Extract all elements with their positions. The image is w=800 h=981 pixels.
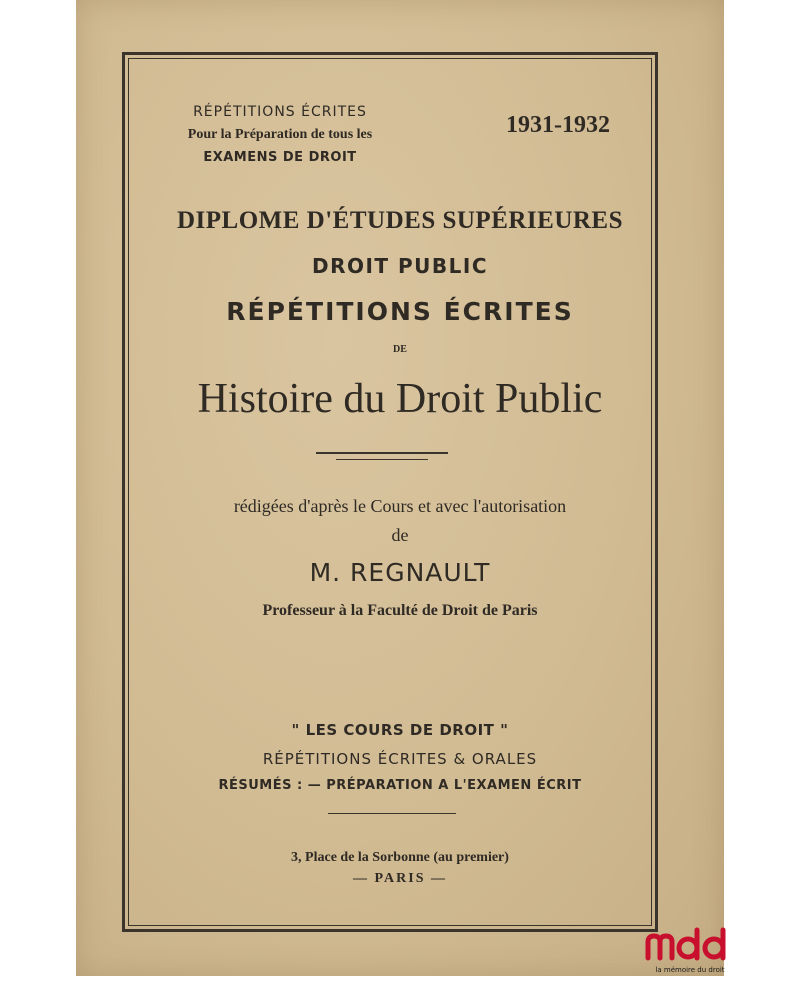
address-city: — PARIS — [353,871,447,886]
book-title: Histoire du Droit Public [197,376,603,422]
ornament-rule-top [316,452,448,454]
diploma-heading: DIPLOME D'ÉTUDES SUPÉRIEURES [176,207,624,234]
ornament-rule-bottom [336,459,428,460]
header-line-3: EXAMENS DE DROIT [203,150,357,165]
de-label: DE [393,344,407,355]
header-line-2: Pour la Préparation de tous les [187,127,373,142]
publisher-name: " LES COURS DE DROIT " [291,721,509,739]
publisher-line-3: RÉSUMÉS : — PRÉPARATION A L'EXAMEN ÉCRIT [218,778,582,793]
credit-line: rédigées d'après le Cours et avec l'autorisation [233,496,567,516]
address-street: 3, Place de la Sorbonne (au premier) [291,850,509,865]
publisher-line-2: RÉPÉTITIONS ÉCRITES & ORALES [262,750,538,768]
series-heading: RÉPÉTITIONS ÉCRITES [226,297,574,326]
logo-tagline: la mémoire du droit [655,966,725,974]
academic-year: 1931-1932 [506,112,610,138]
author-title: Professeur à la Faculté de Droit de Paris [262,602,538,619]
mdd-logo [640,922,740,976]
publisher-rule [328,813,456,814]
author-name: M. REGNAULT [309,558,491,587]
subject-area-heading: DROIT PUBLIC [311,254,489,278]
cover-border-inner [128,58,652,926]
header-line-1: RÉPÉTITIONS ÉCRITES [193,104,367,120]
credit-de: de [391,525,409,545]
